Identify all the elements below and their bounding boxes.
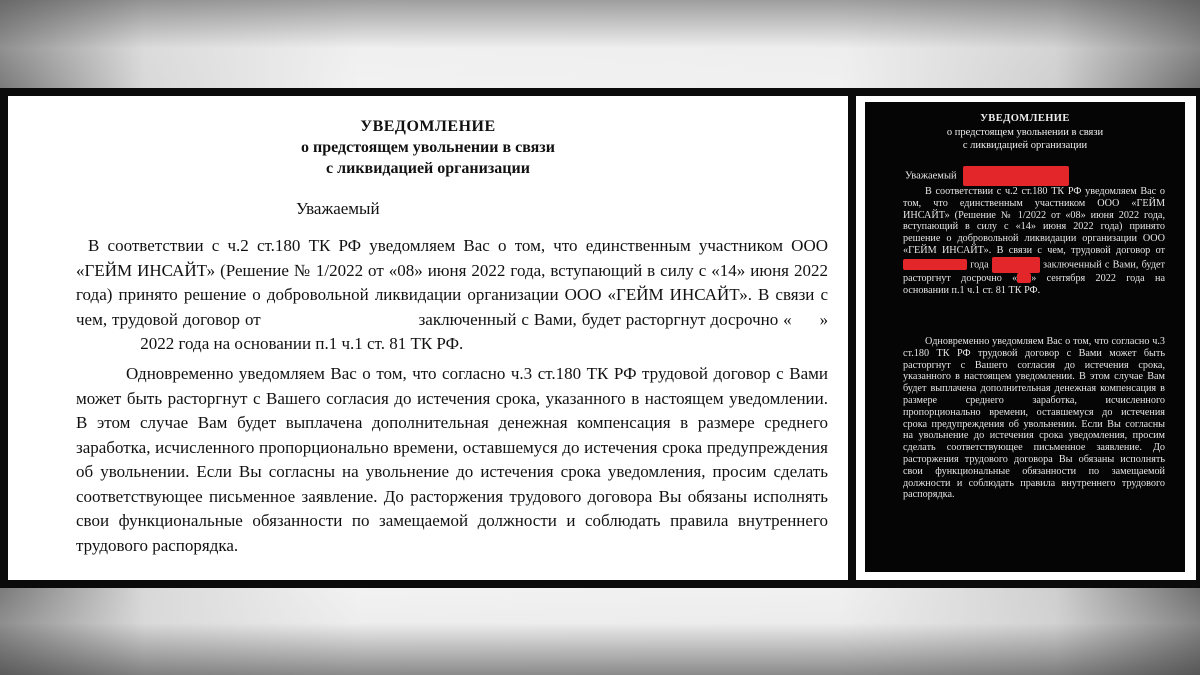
background-bottom-blur	[0, 588, 1200, 675]
para2-text: Одновременно уведомляем Вас о том, что согласно ч.3 ст.180 ТК РФ трудовой договор с Вами может быть расторгнут с Вашего согласия до истечения срока, указанного в настоящем уведомлении. В этом случае Вам будет выплачена дополнительная денежная компенсация в размере среднего заработка, исчисленного пропорционально времени, оставшемуся до истечения срока предупреждения об увольнении. Если Вы согласны на увольнение до истечения срока уведомления, просим сделать соответствующее письменное заявление. До расторжения трудового договора Вы обязаны исполнять свои функциональные обязанности по замещаемой должности и соблюдать правила внутреннего трудового распорядка.	[76, 364, 828, 555]
dark-paragraph-liquidation	[903, 186, 1165, 296]
dark-para1-text-b: года	[970, 259, 989, 271]
dark-para1-text-d: » сентября 2022 года на основании п.1 ч.1 ст. 81 ТК РФ.	[903, 272, 1165, 296]
dark-document-subtitle-line2: с ликвидацией организации	[962, 140, 1088, 151]
dark-salutation-text: Уважаемый	[905, 170, 957, 182]
para1-text-b: заключенный с Вами, будет расторгнут досрочно «	[418, 309, 792, 329]
redaction-contract-number	[992, 257, 1040, 273]
salutation: Уважаемый	[296, 199, 380, 218]
dark-para2-text: Одновременно уведомляем Вас о том, что согласно ч.3 ст.180 ТК РФ трудовой договор с Вами может быть расторгнут с Вашего согласия до истечения срока, указанного в настоящем уведомлении. В этом случае Вам будет выплачена дополнительная денежная компенсация в размере среднего заработка, исчисленного пропорционально времени, оставшемуся до истечения срока предупреждения об увольнении. Если Вы согласны на увольнение до истечения срока уведомления, просим сделать соответствующее письменное заявление. До расторжения трудового договора Вы обязаны исполнять свои функциональные обязанности по замещаемой должности и соблюдать правила внутреннего трудового распорядка.	[903, 336, 1165, 501]
document-header	[8, 116, 848, 179]
dark-document-title: УВЕДОМЛЕНИЕ	[980, 113, 1070, 124]
dark-document-subtitle-line1: о предстоящем увольнении в связи	[946, 126, 1104, 138]
para1-text-c: »	[819, 309, 829, 329]
document-title: УВЕДОМЛЕНИЕ	[360, 118, 496, 135]
dark-document-header	[865, 112, 1185, 153]
document-subtitle-line1: о предстоящем увольнении в связи	[301, 139, 555, 156]
notice-document	[8, 96, 848, 580]
dark-paragraph-compensation	[903, 336, 1165, 501]
para1-text-a: В соответствии с ч.2 ст.180 ТК РФ уведомляем Вас о том, что единственным участником ООО «ГЕЙМ ИНСАЙТ» (Решение № 1/2022 от «08» июня 2022 года, вступающий в силу с «14» июня 2022 года) принято решение о добровольной ликвидации организации ООО «ГЕЙМ ИНСАЙТ». В связи с чем, трудовой договор от	[76, 236, 828, 329]
redaction-day	[1017, 273, 1031, 283]
document-subtitle-line2: с ликвидацией организации	[326, 160, 530, 177]
paragraph-liquidation	[76, 234, 828, 357]
background-top-blur	[0, 0, 1200, 88]
paragraph-compensation	[76, 362, 828, 558]
redaction-contract-date	[903, 259, 967, 270]
dark-salutation	[905, 166, 1069, 186]
para1-text-d: 2022 года на основании п.1 ч.1 ст. 81 ТК РФ.	[140, 334, 464, 353]
dark-para1-text-c: заключенный с Вами, будет расторгнут досрочно «	[903, 259, 1165, 284]
dark-notice-document	[865, 102, 1185, 572]
dark-para1-text-a: В соответствии с ч.2 ст.180 ТК РФ уведомляем Вас о том, что единственным участником ООО «ГЕЙМ ИНСАЙТ» (Решение № 1/2022 от «08» июня 2022 года, вступающий в силу с «14» июня 2022 года) принято решение о добровольной ликвидации организации ООО «ГЕЙМ ИНСАЙТ». В связи с чем, трудовой договор от	[903, 186, 1165, 256]
redaction-name	[963, 166, 1069, 186]
